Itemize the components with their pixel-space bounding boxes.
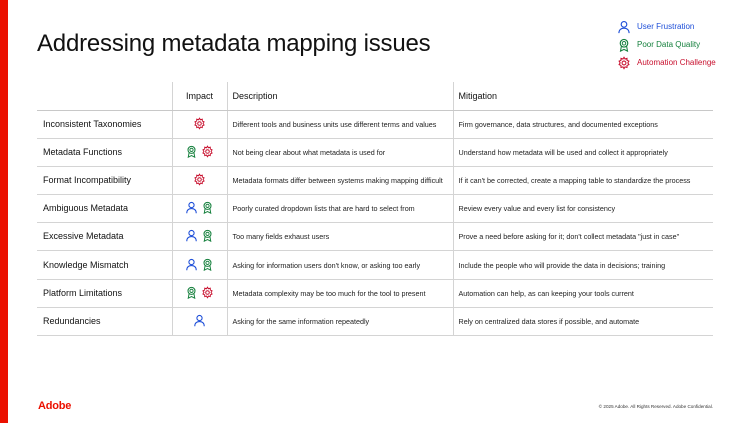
issue-description: Metadata formats differ between systems making mapping difficult bbox=[227, 166, 453, 194]
person-icon bbox=[185, 258, 198, 271]
issue-mitigation: Prove a need before asking for it; don't collect metadata "just in case" bbox=[453, 223, 713, 251]
table-row bbox=[37, 195, 713, 223]
adobe-logo: Adobe bbox=[38, 400, 72, 412]
award-icon bbox=[617, 38, 631, 52]
impact-icons bbox=[172, 279, 227, 307]
legend-item-automation-challenge bbox=[617, 56, 742, 70]
issue-description: Metadata complexity may be too much for the tool to present bbox=[227, 279, 453, 307]
issues-table bbox=[37, 82, 713, 336]
impact-icons bbox=[172, 138, 227, 166]
slide-title: Addressing metadata mapping issues bbox=[37, 30, 431, 57]
issue-description: Not being clear about what metadata is used for bbox=[227, 138, 453, 166]
issue-mitigation: Firm governance, data structures, and documented exceptions bbox=[453, 110, 713, 138]
header-issue bbox=[37, 82, 172, 110]
person-icon bbox=[617, 20, 631, 34]
issue-name: Ambiguous Metadata bbox=[37, 195, 172, 223]
issue-mitigation: If it can't be corrected, create a mapping table to standardize the process bbox=[453, 166, 713, 194]
impact-icons bbox=[172, 166, 227, 194]
impact-icons bbox=[172, 110, 227, 138]
legend-item-user-frustration bbox=[617, 20, 742, 34]
impact-icons bbox=[172, 251, 227, 279]
table-row bbox=[37, 110, 713, 138]
gear-icon bbox=[193, 117, 206, 130]
table-row bbox=[37, 307, 713, 335]
person-icon bbox=[193, 314, 206, 327]
table-row bbox=[37, 251, 713, 279]
award-icon bbox=[185, 286, 198, 299]
issue-description: Poorly curated dropdown lists that are hard to select from bbox=[227, 195, 453, 223]
impact-icons bbox=[172, 307, 227, 335]
issue-name: Knowledge Mismatch bbox=[37, 251, 172, 279]
issue-mitigation: Include the people who will provide the data in decisions; training bbox=[453, 251, 713, 279]
copyright-footer: © 2025 Adobe. All Rights Reserved. Adobe Confidential. bbox=[598, 404, 713, 409]
issue-mitigation: Rely on centralized data stores if possible, and automate bbox=[453, 307, 713, 335]
issue-description: Different tools and business units use different terms and values bbox=[227, 110, 453, 138]
issue-name: Platform Limitations bbox=[37, 279, 172, 307]
award-icon bbox=[185, 145, 198, 158]
gear-icon bbox=[201, 286, 214, 299]
legend-label: Poor Data Quality bbox=[637, 40, 701, 49]
issue-mitigation: Automation can help, as can keeping your tools current bbox=[453, 279, 713, 307]
person-icon bbox=[185, 201, 198, 214]
header-impact: Impact bbox=[172, 82, 227, 110]
issue-name: Inconsistent Taxonomies bbox=[37, 110, 172, 138]
table-header-row bbox=[37, 82, 713, 110]
accent-bar bbox=[0, 0, 8, 423]
gear-icon bbox=[617, 56, 631, 70]
issue-mitigation: Understand how metadata will be used and collect it appropriately bbox=[453, 138, 713, 166]
impact-icons bbox=[172, 195, 227, 223]
award-icon bbox=[201, 229, 214, 242]
issue-mitigation: Review every value and every list for consistency bbox=[453, 195, 713, 223]
issue-name: Redundancies bbox=[37, 307, 172, 335]
award-icon bbox=[201, 258, 214, 271]
table-row bbox=[37, 138, 713, 166]
issue-name: Metadata Functions bbox=[37, 138, 172, 166]
legend bbox=[617, 20, 742, 74]
table-row bbox=[37, 279, 713, 307]
legend-item-poor-data-quality bbox=[617, 38, 742, 52]
issue-name: Excessive Metadata bbox=[37, 223, 172, 251]
gear-icon bbox=[201, 145, 214, 158]
gear-icon bbox=[193, 173, 206, 186]
issue-description: Asking for the same information repeatedly bbox=[227, 307, 453, 335]
person-icon bbox=[185, 229, 198, 242]
award-icon bbox=[201, 201, 214, 214]
header-description: Description bbox=[227, 82, 453, 110]
legend-label: Automation Challenge bbox=[637, 58, 716, 67]
issue-name: Format Incompatibility bbox=[37, 166, 172, 194]
issue-description: Too many fields exhaust users bbox=[227, 223, 453, 251]
table-row bbox=[37, 223, 713, 251]
legend-label: User Frustration bbox=[637, 22, 695, 31]
issue-description: Asking for information users don't know, or asking too early bbox=[227, 251, 453, 279]
impact-icons bbox=[172, 223, 227, 251]
table-row bbox=[37, 166, 713, 194]
header-mitigation: Mitigation bbox=[453, 82, 713, 110]
